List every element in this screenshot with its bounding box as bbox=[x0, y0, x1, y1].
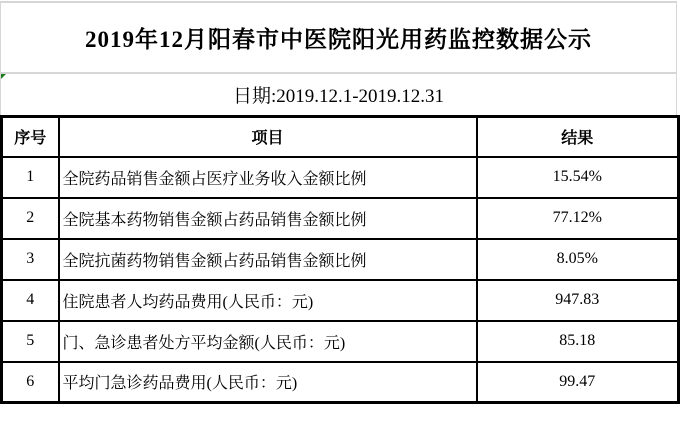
row-index: 1 bbox=[2, 157, 59, 198]
row-index: 2 bbox=[2, 198, 59, 239]
monitoring-table bbox=[0, 115, 680, 404]
date-range-label: 日期:2019.12.1-2019.12.31 bbox=[232, 86, 445, 107]
column-header-index: 序号 bbox=[2, 117, 59, 157]
row-result: 77.12% bbox=[477, 198, 679, 239]
table-row bbox=[2, 321, 679, 362]
row-result: 15.54% bbox=[477, 157, 679, 198]
cell-error-indicator-icon bbox=[1, 74, 6, 79]
table-row bbox=[2, 198, 679, 239]
row-item: 全院药品销售金额占医疗业务收入金额比例 bbox=[59, 157, 477, 198]
table-row bbox=[2, 239, 679, 280]
header-area bbox=[0, 1, 677, 115]
row-item: 全院基本药物销售金额占药品销售金额比例 bbox=[59, 198, 477, 239]
page-title: 2019年12月阳春市中医院阳光用药监控数据公示 bbox=[1, 3, 676, 74]
table-header bbox=[2, 117, 679, 157]
row-index: 6 bbox=[2, 362, 59, 403]
row-index: 3 bbox=[2, 239, 59, 280]
table-row bbox=[2, 157, 679, 198]
row-item: 门、急诊患者处方平均金额(人民币：元) bbox=[59, 321, 477, 362]
table-row bbox=[2, 362, 679, 403]
row-result: 8.05% bbox=[477, 239, 679, 280]
row-item: 平均门急诊药品费用(人民币：元) bbox=[59, 362, 477, 403]
row-item: 全院抗菌药物销售金额占药品销售金额比例 bbox=[59, 239, 477, 280]
row-result: 99.47 bbox=[477, 362, 679, 403]
row-result: 85.18 bbox=[477, 321, 679, 362]
header-row bbox=[2, 117, 679, 157]
table-row bbox=[2, 280, 679, 321]
row-index: 4 bbox=[2, 280, 59, 321]
table-body bbox=[2, 157, 679, 403]
row-result: 947.83 bbox=[477, 280, 679, 321]
column-header-item: 项目 bbox=[59, 117, 477, 157]
row-index: 5 bbox=[2, 321, 59, 362]
date-row bbox=[1, 74, 676, 115]
row-item: 住院患者人均药品费用(人民币：元) bbox=[59, 280, 477, 321]
column-header-result: 结果 bbox=[477, 117, 679, 157]
